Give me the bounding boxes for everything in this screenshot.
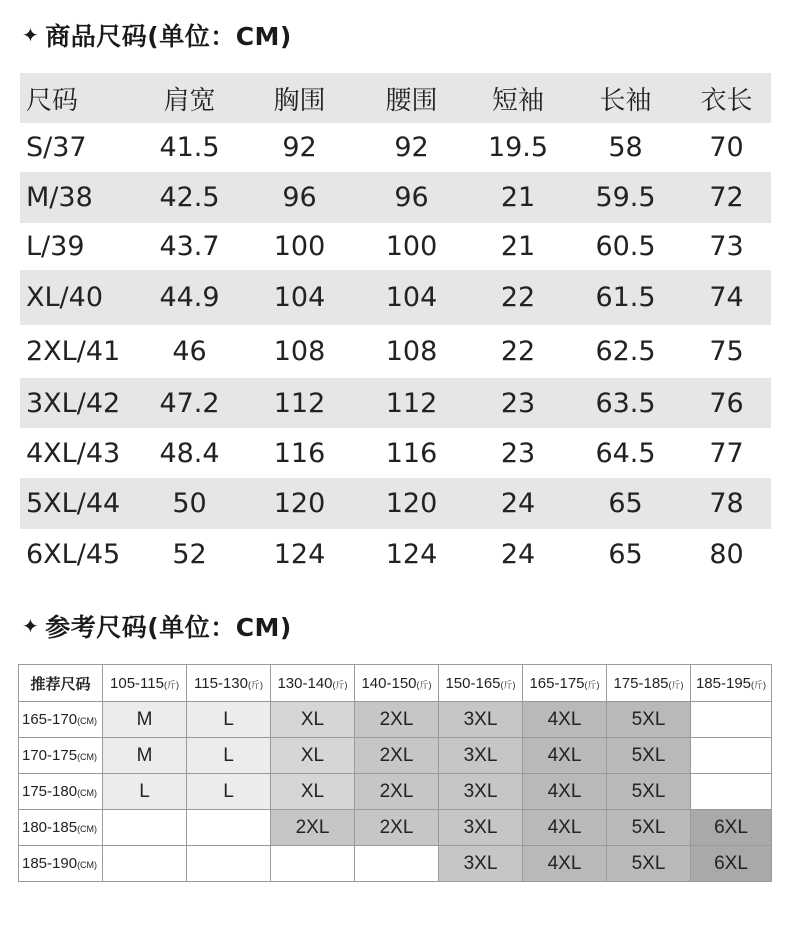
weight-range-header xyxy=(607,665,691,702)
measurement-cell: 124 xyxy=(273,538,326,570)
sparkle-icon: ✦ xyxy=(22,614,40,638)
recommended-size-cell xyxy=(271,846,355,882)
size-label-cell: 2XL/41 xyxy=(26,336,121,367)
recommended-size-cell: 2XL xyxy=(355,774,439,810)
weight-unit-label: (斤) xyxy=(751,679,767,690)
size-label-cell: S/37 xyxy=(26,132,87,163)
recommended-size-cell xyxy=(691,702,772,738)
section-title-reference-size xyxy=(22,608,292,644)
size-table xyxy=(20,73,771,579)
table-row xyxy=(20,428,771,478)
measurement-cell: 96 xyxy=(282,182,317,213)
measurement-cell: 65 xyxy=(608,488,643,519)
measurement-cell: 75 xyxy=(709,336,744,367)
weight-range-label: 105-115 xyxy=(110,674,164,692)
recommended-size-cell xyxy=(187,846,271,882)
recommended-size-cell: 5XL xyxy=(607,738,691,774)
height-range-label: 185-190 xyxy=(22,855,78,872)
weight-range-label: 150-165 xyxy=(445,674,501,692)
weight-range-header xyxy=(691,665,772,702)
recommended-size-cell: XL xyxy=(271,702,355,738)
measurement-cell: 59.5 xyxy=(595,182,656,213)
recommended-size-cell: M xyxy=(103,738,187,774)
recommended-size-cell: 6XL xyxy=(691,846,772,882)
recommended-size-cell xyxy=(691,774,772,810)
measurement-cell: 72 xyxy=(709,182,744,213)
measurement-cell: 112 xyxy=(385,387,438,419)
measurement-cell: 77 xyxy=(709,437,744,469)
reference-header-row xyxy=(19,665,772,702)
table-row xyxy=(20,270,771,325)
recommended-size-cell: 2XL xyxy=(355,810,439,846)
recommended-size-cell xyxy=(355,846,439,882)
measurement-cell: 64.5 xyxy=(595,437,656,469)
measurement-cell: 92 xyxy=(282,132,317,163)
measurement-cell: 108 xyxy=(273,336,326,367)
reference-row xyxy=(19,738,772,774)
table-row xyxy=(20,123,771,172)
recommended-size-cell: L xyxy=(187,738,271,774)
measurement-cell: 76 xyxy=(709,387,744,419)
measurement-cell: 58 xyxy=(608,132,643,163)
measurement-cell: 21 xyxy=(500,182,536,213)
recommended-size-cell: 4XL xyxy=(523,774,607,810)
measurement-cell: 80 xyxy=(709,538,744,570)
measurement-cell: 92 xyxy=(394,132,429,163)
measurement-cell: 61.5 xyxy=(595,282,656,313)
weight-range-label: 130-140 xyxy=(277,674,333,692)
table-row xyxy=(20,223,771,270)
weight-range-header xyxy=(523,665,607,702)
recommended-size-cell: 5XL xyxy=(607,846,691,882)
measurement-cell: 24 xyxy=(500,488,536,519)
measurement-cell: 100 xyxy=(385,231,438,262)
height-range-label: 165-170 xyxy=(22,711,78,728)
recommended-size-cell: 3XL xyxy=(439,774,523,810)
measurement-cell: 22 xyxy=(500,336,536,367)
measurement-cell: 23 xyxy=(500,387,536,419)
reference-size-table xyxy=(18,664,772,882)
measurement-cell: 46 xyxy=(172,336,207,367)
height-range-label: 170-175 xyxy=(22,747,78,764)
recommended-size-cell xyxy=(691,738,772,774)
weight-unit-label: (斤) xyxy=(584,679,600,690)
recommended-size-cell xyxy=(187,810,271,846)
weight-range-header xyxy=(103,665,187,702)
height-range-label: 175-180 xyxy=(22,783,78,800)
sparkle-icon: ✦ xyxy=(22,23,40,47)
section-title-product-size xyxy=(22,17,292,53)
weight-unit-label: (斤) xyxy=(668,679,684,690)
recommended-size-cell: L xyxy=(187,702,271,738)
measurement-cell: 104 xyxy=(385,282,438,313)
measurement-cell: 23 xyxy=(500,437,536,469)
corner-label: 推荐尺码 xyxy=(19,665,103,702)
reference-row xyxy=(19,846,772,882)
recommended-size-cell: 6XL xyxy=(691,810,772,846)
recommended-size-cell: L xyxy=(103,774,187,810)
weight-range-header xyxy=(187,665,271,702)
size-label-cell: 5XL/44 xyxy=(26,488,121,519)
measurement-cell: 62.5 xyxy=(595,336,656,367)
reference-row xyxy=(19,810,772,846)
recommended-size-cell: 4XL xyxy=(523,738,607,774)
measurement-cell: 112 xyxy=(273,387,326,419)
measurement-cell: 41.5 xyxy=(159,132,220,163)
section-title-text: 商品尺码(单位：CM) xyxy=(45,22,292,51)
measurement-cell: 42.5 xyxy=(159,182,220,213)
measurement-cell: 52 xyxy=(172,538,207,570)
reference-row xyxy=(19,702,772,738)
weight-range-header xyxy=(439,665,523,702)
column-header: 肩宽 xyxy=(163,85,216,116)
weight-unit-label: (斤) xyxy=(416,679,432,690)
recommended-size-cell: 4XL xyxy=(523,810,607,846)
size-label-cell: 4XL/43 xyxy=(26,437,121,469)
recommended-size-cell: L xyxy=(187,774,271,810)
height-unit-label: (CM) xyxy=(77,752,98,762)
measurement-cell: 116 xyxy=(385,437,438,469)
measurement-cell: 21 xyxy=(500,231,536,262)
weight-range-label: 140-150 xyxy=(361,674,417,692)
measurement-cell: 60.5 xyxy=(595,231,656,262)
height-unit-label: (CM) xyxy=(77,824,98,834)
size-label-cell: XL/40 xyxy=(26,282,103,313)
recommended-size-cell: 3XL xyxy=(439,702,523,738)
size-label-cell: 6XL/45 xyxy=(26,538,121,570)
size-label-cell: 3XL/42 xyxy=(26,387,121,419)
column-header: 腰围 xyxy=(385,85,438,116)
recommended-size-cell: 2XL xyxy=(355,738,439,774)
height-range-header xyxy=(19,702,103,738)
measurement-cell: 70 xyxy=(709,132,744,163)
weight-range-label: 115-130 xyxy=(194,674,248,692)
table-row xyxy=(20,325,771,378)
size-label-cell: L/39 xyxy=(26,231,85,262)
weight-range-label: 165-175 xyxy=(529,674,585,692)
column-header: 胸围 xyxy=(273,85,326,116)
size-table-header xyxy=(20,73,771,123)
table-row xyxy=(20,529,771,579)
measurement-cell: 116 xyxy=(273,437,326,469)
weight-unit-label: (斤) xyxy=(500,679,516,690)
table-row xyxy=(20,172,771,223)
table-row xyxy=(20,378,771,428)
measurement-cell: 104 xyxy=(273,282,326,313)
recommended-size-cell xyxy=(103,846,187,882)
measurement-cell: 22 xyxy=(500,282,536,313)
recommended-size-cell xyxy=(103,810,187,846)
height-unit-label: (CM) xyxy=(77,716,98,726)
measurement-cell: 108 xyxy=(385,336,438,367)
measurement-cell: 47.2 xyxy=(159,387,220,419)
height-range-label: 180-185 xyxy=(22,819,78,836)
measurement-cell: 48.4 xyxy=(159,437,220,469)
size-label-cell: M/38 xyxy=(26,182,93,213)
weight-unit-label: (斤) xyxy=(332,679,348,690)
measurement-cell: 73 xyxy=(709,231,744,262)
measurement-cell: 43.7 xyxy=(159,231,220,262)
section-title-text: 参考尺码(单位：CM) xyxy=(45,613,292,642)
table-row xyxy=(20,478,771,529)
height-unit-label: (CM) xyxy=(77,860,98,870)
recommended-size-cell: XL xyxy=(271,738,355,774)
recommended-size-cell: 2XL xyxy=(355,702,439,738)
recommended-size-cell: 3XL xyxy=(439,810,523,846)
measurement-cell: 24 xyxy=(500,538,536,570)
column-header: 尺码 xyxy=(26,85,79,116)
weight-range-header xyxy=(355,665,439,702)
reference-row xyxy=(19,774,772,810)
recommended-size-cell: XL xyxy=(271,774,355,810)
recommended-size-cell: M xyxy=(103,702,187,738)
height-range-header xyxy=(19,774,103,810)
recommended-size-cell: 3XL xyxy=(439,738,523,774)
height-range-header xyxy=(19,738,103,774)
recommended-size-cell: 5XL xyxy=(607,702,691,738)
column-header: 长袖 xyxy=(599,85,652,116)
measurement-cell: 74 xyxy=(709,282,744,313)
measurement-cell: 63.5 xyxy=(595,387,656,419)
measurement-cell: 78 xyxy=(709,488,744,519)
measurement-cell: 96 xyxy=(394,182,429,213)
measurement-cell: 50 xyxy=(172,488,207,519)
weight-range-header xyxy=(271,665,355,702)
recommended-size-cell: 5XL xyxy=(607,774,691,810)
recommended-size-cell: 3XL xyxy=(439,846,523,882)
weight-unit-label: (斤) xyxy=(163,679,179,690)
recommended-size-cell: 4XL xyxy=(523,702,607,738)
measurement-cell: 120 xyxy=(273,488,326,519)
column-header: 短袖 xyxy=(491,85,544,116)
height-range-header xyxy=(19,846,103,882)
recommended-size-cell: 5XL xyxy=(607,810,691,846)
weight-range-label: 185-195 xyxy=(695,674,752,692)
column-header: 衣长 xyxy=(700,85,753,116)
recommended-size-cell: 2XL xyxy=(271,810,355,846)
height-unit-label: (CM) xyxy=(77,788,98,798)
measurement-cell: 100 xyxy=(273,231,326,262)
measurement-cell: 44.9 xyxy=(159,282,220,313)
measurement-cell: 124 xyxy=(385,538,438,570)
recommended-size-cell: 4XL xyxy=(523,846,607,882)
weight-unit-label: (斤) xyxy=(247,679,263,690)
measurement-cell: 120 xyxy=(385,488,438,519)
measurement-cell: 19.5 xyxy=(487,132,549,163)
weight-range-label: 175-185 xyxy=(613,674,669,692)
measurement-cell: 65 xyxy=(608,538,643,570)
height-range-header xyxy=(19,810,103,846)
